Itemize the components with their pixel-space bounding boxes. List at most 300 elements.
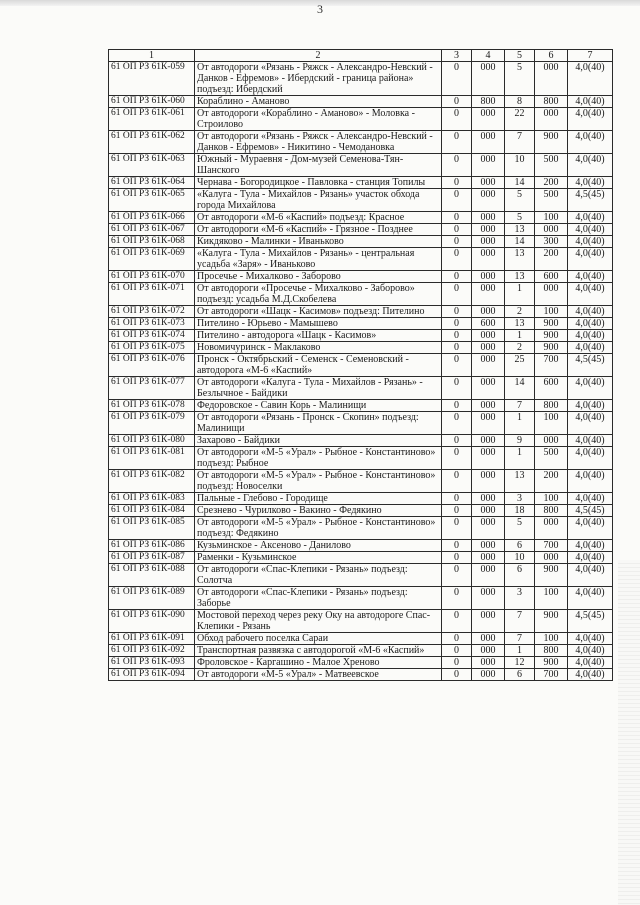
cell-m: 000 — [472, 587, 505, 610]
cell-m2: 300 — [535, 236, 568, 248]
cell-name: Чернава - Богородицкое - Павловка - станция Топилы — [195, 177, 442, 189]
cell-cat: 4,0(40) — [568, 552, 613, 564]
cell-name: Захарово - Байдики — [195, 435, 442, 447]
cell-cat: 4,0(40) — [568, 447, 613, 470]
cell-cat: 4,0(40) — [568, 645, 613, 657]
cell-code: 61 ОП РЗ 61К-092 — [109, 645, 195, 657]
cell-km: 0 — [442, 212, 472, 224]
cell-cat: 4,0(40) — [568, 657, 613, 669]
cell-cat: 4,0(40) — [568, 587, 613, 610]
cell-name: Кораблино - Аманово — [195, 96, 442, 108]
cell-km2: 1 — [505, 283, 535, 306]
cell-m2: 000 — [535, 224, 568, 236]
cell-m: 000 — [472, 633, 505, 645]
cell-code: 61 ОП РЗ 61К-061 — [109, 108, 195, 131]
cell-name: «Калуга - Тула - Михайлов - Рязань» - центральная усадьба «Заря» - Иваньково — [195, 248, 442, 271]
table-row — [109, 212, 613, 224]
cell-code: 61 ОП РЗ 61К-076 — [109, 354, 195, 377]
cell-km: 0 — [442, 248, 472, 271]
cell-km2: 5 — [505, 212, 535, 224]
cell-name: От автодороги «М-5 «Урал» - Рыбное - Константиново» подъезд: Федякино — [195, 517, 442, 540]
cell-cat: 4,0(40) — [568, 669, 613, 681]
cell-m2: 000 — [535, 62, 568, 96]
cell-km2: 22 — [505, 108, 535, 131]
cell-cat: 4,5(45) — [568, 354, 613, 377]
cell-km2: 13 — [505, 224, 535, 236]
cell-m2: 100 — [535, 412, 568, 435]
cell-cat: 4,5(45) — [568, 610, 613, 633]
header-cell: 6 — [535, 50, 568, 62]
cell-cat: 4,5(45) — [568, 505, 613, 517]
cell-m2: 000 — [535, 552, 568, 564]
cell-km: 0 — [442, 645, 472, 657]
cell-cat: 4,0(40) — [568, 224, 613, 236]
cell-cat: 4,0(40) — [568, 564, 613, 587]
cell-code: 61 ОП РЗ 61К-060 — [109, 96, 195, 108]
cell-km2: 6 — [505, 540, 535, 552]
cell-km2: 5 — [505, 517, 535, 540]
cell-km2: 25 — [505, 354, 535, 377]
cell-cat: 4,0(40) — [568, 131, 613, 154]
table-row — [109, 342, 613, 354]
cell-m: 000 — [472, 610, 505, 633]
cell-km: 0 — [442, 283, 472, 306]
cell-name: От автодороги «М-5 «Урал» - Матвеевское — [195, 669, 442, 681]
cell-m: 000 — [472, 400, 505, 412]
table-row — [109, 377, 613, 400]
cell-km: 0 — [442, 189, 472, 212]
cell-name: Пальные - Глебово - Городище — [195, 493, 442, 505]
cell-name: От автодороги «Рязань - Ряжск - Александро-Невский - Данков - Ефремов» - Никитино - Чемодановка — [195, 131, 442, 154]
cell-km2: 14 — [505, 377, 535, 400]
table-row — [109, 96, 613, 108]
cell-m: 000 — [472, 306, 505, 318]
cell-km2: 10 — [505, 552, 535, 564]
cell-m: 000 — [472, 657, 505, 669]
cell-code: 61 ОП РЗ 61К-075 — [109, 342, 195, 354]
cell-m: 000 — [472, 131, 505, 154]
cell-cat: 4,0(40) — [568, 435, 613, 447]
cell-m: 000 — [472, 470, 505, 493]
cell-cat: 4,0(40) — [568, 318, 613, 330]
cell-name: От автодороги «М-5 «Урал» - Рыбное - Константиново» подъезд: Новоселки — [195, 470, 442, 493]
cell-code: 61 ОП РЗ 61К-093 — [109, 657, 195, 669]
cell-cat: 4,0(40) — [568, 540, 613, 552]
cell-m2: 600 — [535, 271, 568, 283]
table-row — [109, 669, 613, 681]
cell-km2: 1 — [505, 330, 535, 342]
cell-m2: 700 — [535, 354, 568, 377]
cell-m: 000 — [472, 342, 505, 354]
cell-m: 000 — [472, 377, 505, 400]
cell-name: «Калуга - Тула - Михайлов - Рязань» участок обхода города Михайлова — [195, 189, 442, 212]
cell-code: 61 ОП РЗ 61К-059 — [109, 62, 195, 96]
cell-cat: 4,0(40) — [568, 154, 613, 177]
cell-m2: 900 — [535, 610, 568, 633]
cell-km: 0 — [442, 330, 472, 342]
cell-m: 000 — [472, 271, 505, 283]
cell-cat: 4,0(40) — [568, 236, 613, 248]
cell-km2: 10 — [505, 154, 535, 177]
table-row — [109, 610, 613, 633]
cell-name: От автодороги «М-6 «Каспий» подъезд: Красное — [195, 212, 442, 224]
cell-km: 0 — [442, 564, 472, 587]
cell-m2: 100 — [535, 493, 568, 505]
cell-km: 0 — [442, 587, 472, 610]
cell-m2: 700 — [535, 540, 568, 552]
cell-m2: 900 — [535, 330, 568, 342]
cell-m2: 900 — [535, 318, 568, 330]
cell-km: 0 — [442, 306, 472, 318]
cell-code: 61 ОП РЗ 61К-079 — [109, 412, 195, 435]
cell-m2: 500 — [535, 189, 568, 212]
cell-m2: 900 — [535, 131, 568, 154]
cell-m: 000 — [472, 552, 505, 564]
cell-km: 0 — [442, 540, 472, 552]
cell-km: 0 — [442, 224, 472, 236]
table-row — [109, 354, 613, 377]
cell-code: 61 ОП РЗ 61К-064 — [109, 177, 195, 189]
cell-name: Обход рабочего поселка Сараи — [195, 633, 442, 645]
cell-m2: 800 — [535, 645, 568, 657]
cell-km2: 6 — [505, 669, 535, 681]
cell-cat: 4,0(40) — [568, 108, 613, 131]
cell-m2: 900 — [535, 564, 568, 587]
table-row — [109, 400, 613, 412]
cell-cat: 4,0(40) — [568, 96, 613, 108]
cell-name: Фроловское - Каргашино - Малое Хреново — [195, 657, 442, 669]
cell-name: Пронск - Октябрьский - Семенск - Семеновский - автодорога «М-6 «Каспий» — [195, 354, 442, 377]
cell-name: Транспортная развязка с автодорогой «М-6 «Каспий» — [195, 645, 442, 657]
cell-cat: 4,0(40) — [568, 62, 613, 96]
cell-km2: 14 — [505, 236, 535, 248]
table-row — [109, 517, 613, 540]
cell-name: Федоровское - Савин Корь - Малинищи — [195, 400, 442, 412]
cell-km: 0 — [442, 669, 472, 681]
header-cell: 1 — [109, 50, 195, 62]
cell-km: 0 — [442, 633, 472, 645]
cell-name: От автодороги «Рязань - Ряжск - Александро-Невский - Данков - Ефремов» - Ибердский - граница района» подъезд: Ибердский — [195, 62, 442, 96]
cell-km2: 5 — [505, 62, 535, 96]
table-row — [109, 306, 613, 318]
header-cell: 3 — [442, 50, 472, 62]
cell-m: 000 — [472, 108, 505, 131]
cell-cat: 4,0(40) — [568, 342, 613, 354]
cell-m2: 100 — [535, 587, 568, 610]
cell-km: 0 — [442, 505, 472, 517]
table-row — [109, 412, 613, 435]
cell-m: 600 — [472, 318, 505, 330]
cell-code: 61 ОП РЗ 61К-088 — [109, 564, 195, 587]
page-number: 3 — [317, 2, 323, 16]
cell-m: 000 — [472, 248, 505, 271]
table-row — [109, 505, 613, 517]
table-row — [109, 318, 613, 330]
table-row — [109, 236, 613, 248]
cell-km2: 13 — [505, 248, 535, 271]
cell-name: Пителино - Юрьево - Мамышево — [195, 318, 442, 330]
cell-name: Раменки - Кузьминское — [195, 552, 442, 564]
cell-m2: 100 — [535, 306, 568, 318]
cell-code: 61 ОП РЗ 61К-072 — [109, 306, 195, 318]
cell-cat: 4,0(40) — [568, 493, 613, 505]
cell-m: 000 — [472, 177, 505, 189]
table-row — [109, 493, 613, 505]
cell-m2: 000 — [535, 108, 568, 131]
cell-name: Срезнево - Чурилково - Вакино - Федякино — [195, 505, 442, 517]
cell-m2: 200 — [535, 248, 568, 271]
cell-name: От автодороги «М-6 «Каспий» - Грязное - Позднее — [195, 224, 442, 236]
cell-cat: 4,0(40) — [568, 377, 613, 400]
cell-m: 000 — [472, 62, 505, 96]
cell-cat: 4,0(40) — [568, 177, 613, 189]
cell-m2: 800 — [535, 400, 568, 412]
cell-m: 000 — [472, 354, 505, 377]
cell-cat: 4,0(40) — [568, 400, 613, 412]
table-row — [109, 552, 613, 564]
table-row — [109, 587, 613, 610]
cell-km: 0 — [442, 131, 472, 154]
cell-name: Новомичуринск - Маклаково — [195, 342, 442, 354]
cell-km2: 5 — [505, 189, 535, 212]
cell-m: 000 — [472, 412, 505, 435]
header-cell: 4 — [472, 50, 505, 62]
cell-m: 000 — [472, 435, 505, 447]
cell-m: 000 — [472, 330, 505, 342]
cell-code: 61 ОП РЗ 61К-091 — [109, 633, 195, 645]
cell-km2: 3 — [505, 493, 535, 505]
cell-code: 61 ОП РЗ 61К-074 — [109, 330, 195, 342]
cell-km2: 13 — [505, 318, 535, 330]
cell-cat: 4,0(40) — [568, 283, 613, 306]
cell-m: 000 — [472, 493, 505, 505]
cell-code: 61 ОП РЗ 61К-070 — [109, 271, 195, 283]
cell-km2: 14 — [505, 177, 535, 189]
cell-code: 61 ОП РЗ 61К-089 — [109, 587, 195, 610]
table-row — [109, 62, 613, 96]
cell-m2: 200 — [535, 470, 568, 493]
cell-code: 61 ОП РЗ 61К-094 — [109, 669, 195, 681]
cell-m2: 100 — [535, 212, 568, 224]
cell-m2: 500 — [535, 447, 568, 470]
cell-name: От автодороги «Спас-Клепики - Рязань» подъезд: Солотча — [195, 564, 442, 587]
cell-m: 000 — [472, 447, 505, 470]
cell-km: 0 — [442, 154, 472, 177]
cell-km: 0 — [442, 412, 472, 435]
cell-km: 0 — [442, 96, 472, 108]
cell-km2: 7 — [505, 131, 535, 154]
cell-name: От автодороги «Шацк - Касимов» подъезд: Пителино — [195, 306, 442, 318]
cell-km: 0 — [442, 177, 472, 189]
cell-km2: 2 — [505, 306, 535, 318]
cell-km: 0 — [442, 610, 472, 633]
cell-name: Просечье - Михалково - Заборово — [195, 271, 442, 283]
cell-m2: 200 — [535, 177, 568, 189]
cell-km2: 9 — [505, 435, 535, 447]
table-row — [109, 177, 613, 189]
header-cell: 5 — [505, 50, 535, 62]
cell-km: 0 — [442, 517, 472, 540]
cell-code: 61 ОП РЗ 61К-084 — [109, 505, 195, 517]
cell-code: 61 ОП РЗ 61К-068 — [109, 236, 195, 248]
cell-km2: 6 — [505, 564, 535, 587]
cell-km2: 13 — [505, 271, 535, 283]
cell-m: 000 — [472, 669, 505, 681]
cell-code: 61 ОП РЗ 61К-086 — [109, 540, 195, 552]
cell-cat: 4,0(40) — [568, 212, 613, 224]
cell-km: 0 — [442, 400, 472, 412]
cell-code: 61 ОП РЗ 61К-073 — [109, 318, 195, 330]
cell-km2: 8 — [505, 96, 535, 108]
table-row — [109, 224, 613, 236]
table-row — [109, 154, 613, 177]
table-row — [109, 189, 613, 212]
cell-m2: 000 — [535, 283, 568, 306]
cell-code: 61 ОП РЗ 61К-062 — [109, 131, 195, 154]
cell-km2: 1 — [505, 412, 535, 435]
cell-m: 000 — [472, 236, 505, 248]
cell-m2: 000 — [535, 517, 568, 540]
cell-m: 000 — [472, 540, 505, 552]
cell-m2: 900 — [535, 342, 568, 354]
cell-cat: 4,5(45) — [568, 189, 613, 212]
cell-code: 61 ОП РЗ 61К-066 — [109, 212, 195, 224]
cell-name: Мостовой переход через реку Оку на автодороге Спас-Клепики - Рязань — [195, 610, 442, 633]
cell-code: 61 ОП РЗ 61К-069 — [109, 248, 195, 271]
table-row — [109, 645, 613, 657]
table-row — [109, 540, 613, 552]
cell-km2: 7 — [505, 400, 535, 412]
table-row — [109, 564, 613, 587]
cell-code: 61 ОП РЗ 61К-065 — [109, 189, 195, 212]
table-row — [109, 131, 613, 154]
scan-right-edge — [618, 560, 640, 905]
cell-code: 61 ОП РЗ 61К-082 — [109, 470, 195, 493]
cell-m: 000 — [472, 517, 505, 540]
cell-m2: 700 — [535, 669, 568, 681]
cell-code: 61 ОП РЗ 61К-087 — [109, 552, 195, 564]
cell-km: 0 — [442, 354, 472, 377]
cell-cat: 4,0(40) — [568, 330, 613, 342]
cell-m2: 100 — [535, 633, 568, 645]
cell-km2: 7 — [505, 633, 535, 645]
cell-cat: 4,0(40) — [568, 412, 613, 435]
cell-m: 800 — [472, 96, 505, 108]
cell-name: От автодороги «М-5 «Урал» - Рыбное - Константиново» подъезд: Рыбное — [195, 447, 442, 470]
cell-code: 61 ОП РЗ 61К-067 — [109, 224, 195, 236]
cell-km: 0 — [442, 657, 472, 669]
table-row — [109, 108, 613, 131]
table-body — [109, 62, 613, 681]
cell-km: 0 — [442, 108, 472, 131]
cell-code: 61 ОП РЗ 61К-090 — [109, 610, 195, 633]
cell-name: Кузьминское - Аксеново - Данилово — [195, 540, 442, 552]
cell-code: 61 ОП РЗ 61К-071 — [109, 283, 195, 306]
table-row — [109, 435, 613, 447]
cell-code: 61 ОП РЗ 61К-080 — [109, 435, 195, 447]
table-row — [109, 271, 613, 283]
cell-km: 0 — [442, 470, 472, 493]
cell-m2: 800 — [535, 505, 568, 517]
cell-km: 0 — [442, 342, 472, 354]
cell-km: 0 — [442, 318, 472, 330]
cell-km: 0 — [442, 62, 472, 96]
cell-m: 000 — [472, 505, 505, 517]
cell-code: 61 ОП РЗ 61К-081 — [109, 447, 195, 470]
cell-name: От автодороги «Кораблино - Аманово» - Моловка - Строилово — [195, 108, 442, 131]
cell-cat: 4,0(40) — [568, 306, 613, 318]
cell-cat: 4,0(40) — [568, 248, 613, 271]
cell-km: 0 — [442, 493, 472, 505]
cell-cat: 4,0(40) — [568, 271, 613, 283]
header-row — [109, 50, 613, 62]
cell-name: Пителино - автодорога «Шацк - Касимов» — [195, 330, 442, 342]
cell-km: 0 — [442, 447, 472, 470]
cell-cat: 4,0(40) — [568, 517, 613, 540]
cell-m: 000 — [472, 212, 505, 224]
cell-name: От автодороги «Калуга - Тула - Михайлов - Рязань» - Безлычное - Байдики — [195, 377, 442, 400]
cell-km: 0 — [442, 435, 472, 447]
cell-name: Кикдяково - Малинки - Иваньково — [195, 236, 442, 248]
cell-km2: 3 — [505, 587, 535, 610]
table-row — [109, 330, 613, 342]
cell-m: 000 — [472, 224, 505, 236]
cell-m2: 800 — [535, 96, 568, 108]
cell-km: 0 — [442, 271, 472, 283]
cell-code: 61 ОП РЗ 61К-078 — [109, 400, 195, 412]
cell-m: 000 — [472, 564, 505, 587]
cell-m: 000 — [472, 189, 505, 212]
cell-km2: 1 — [505, 645, 535, 657]
cell-code: 61 ОП РЗ 61К-077 — [109, 377, 195, 400]
cell-cat: 4,0(40) — [568, 633, 613, 645]
table-row — [109, 283, 613, 306]
table-row — [109, 470, 613, 493]
cell-km2: 18 — [505, 505, 535, 517]
cell-name: От автодороги «Рязань - Пронск - Скопин» подъезд: Малинищи — [195, 412, 442, 435]
cell-m: 000 — [472, 283, 505, 306]
cell-km2: 2 — [505, 342, 535, 354]
cell-name: Южный - Мураевня - Дом-музей Семенова-Тян-Шанского — [195, 154, 442, 177]
cell-code: 61 ОП РЗ 61К-063 — [109, 154, 195, 177]
cell-m2: 500 — [535, 154, 568, 177]
cell-m2: 000 — [535, 435, 568, 447]
header-cell: 2 — [195, 50, 442, 62]
table-row — [109, 657, 613, 669]
cell-km: 0 — [442, 377, 472, 400]
cell-m: 000 — [472, 154, 505, 177]
table-row — [109, 447, 613, 470]
cell-km: 0 — [442, 552, 472, 564]
cell-m2: 900 — [535, 657, 568, 669]
cell-km2: 1 — [505, 447, 535, 470]
table-row — [109, 633, 613, 645]
cell-cat: 4,0(40) — [568, 470, 613, 493]
roads-table — [108, 49, 613, 681]
cell-code: 61 ОП РЗ 61К-085 — [109, 517, 195, 540]
cell-km2: 7 — [505, 610, 535, 633]
cell-name: От автодороги «Спас-Клепики - Рязань» подъезд: Заборье — [195, 587, 442, 610]
cell-name: От автодороги «Просечье - Михалково - Заборово» подъезд: усадьба М.Д.Скобелева — [195, 283, 442, 306]
cell-km2: 13 — [505, 470, 535, 493]
cell-km2: 12 — [505, 657, 535, 669]
cell-m2: 600 — [535, 377, 568, 400]
cell-code: 61 ОП РЗ 61К-083 — [109, 493, 195, 505]
header-cell: 7 — [568, 50, 613, 62]
table-row — [109, 248, 613, 271]
cell-km: 0 — [442, 236, 472, 248]
cell-m: 000 — [472, 645, 505, 657]
